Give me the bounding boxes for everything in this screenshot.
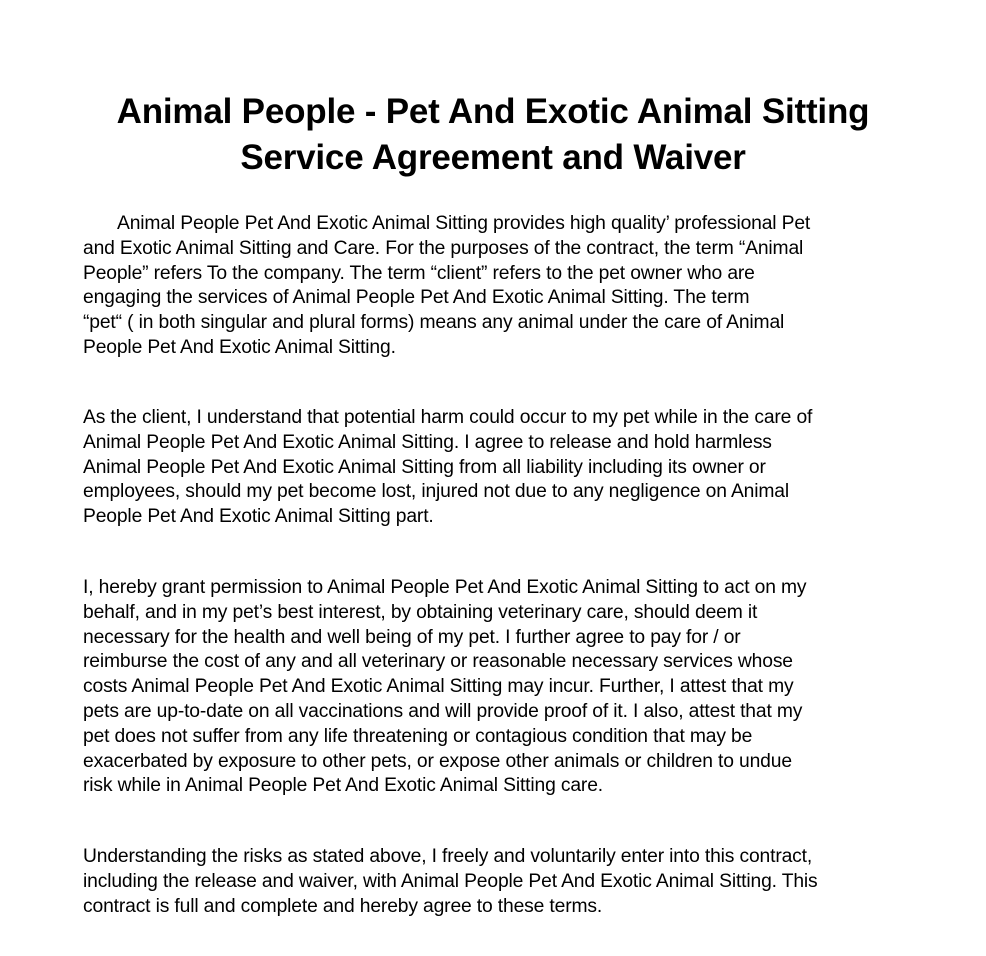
paragraph-line: pets are up-to-date on all vaccinations and will provide proof of it. I also, attest that my xyxy=(83,700,803,722)
paragraph-line: Animal People Pet And Exotic Animal Sitting from all liability including its owner or xyxy=(83,456,766,478)
paragraph-line: including the release and waiver, with Animal People Pet And Exotic Animal Sitting. This xyxy=(83,870,818,892)
paragraph-line: “pet“ ( in both singular and plural forms) means any animal under the care of Animal xyxy=(83,312,785,334)
title-line: Service Agreement and Waiver xyxy=(240,138,746,177)
title-line: Animal People - Pet And Exotic Animal Sitting xyxy=(116,92,870,131)
paragraph-line: engaging the services of Animal People Pet And Exotic Animal Sitting. The term xyxy=(83,287,750,309)
veterinary-paragraph xyxy=(83,576,913,799)
paragraph-line: costs Animal People Pet And Exotic Animal Sitting may incur. Further, I attest that my xyxy=(83,676,794,698)
paragraph-line: and Exotic Animal Sitting and Care. For the purposes of the contract, the term “Animal xyxy=(83,237,804,259)
paragraph-line: reimburse the cost of any and all veterinary or reasonable necessary services whose xyxy=(83,651,793,673)
liability-paragraph xyxy=(83,406,913,530)
paragraph-line: risk while in Animal People Pet And Exotic Animal Sitting care. xyxy=(83,775,603,797)
paragraph-line: People” refers To the company. The term “client” refers to the pet owner who are xyxy=(83,262,755,284)
paragraph-line: exacerbated by exposure to other pets, or expose other animals or children to undue xyxy=(83,750,792,772)
intro-paragraph xyxy=(83,212,913,361)
agreement-paragraph xyxy=(83,845,913,919)
paragraph-line: Animal People Pet And Exotic Animal Sitting provides high quality’ professional Pet xyxy=(117,213,811,234)
paragraph-line: I, hereby grant permission to Animal People Pet And Exotic Animal Sitting to act on my xyxy=(83,577,807,598)
paragraph-line: employees, should my pet become lost, injured not due to any negligence on Animal xyxy=(83,481,789,503)
paragraph-line: contract is full and complete and hereby agree to these terms. xyxy=(83,895,603,917)
paragraph-line: As the client, I understand that potential harm could occur to my pet while in the care of xyxy=(83,407,813,428)
paragraph-line: Animal People Pet And Exotic Animal Sitting. I agree to release and hold harmless xyxy=(83,431,772,453)
paragraph-line: behalf, and in my pet’s best interest, by obtaining veterinary care, should deem it xyxy=(83,601,758,623)
paragraph-line: People Pet And Exotic Animal Sitting. xyxy=(83,336,396,358)
paragraph-line: necessary for the health and well being of my pet. I further agree to pay for / or xyxy=(83,626,741,648)
paragraph-line: People Pet And Exotic Animal Sitting part. xyxy=(83,506,434,528)
document-title xyxy=(40,89,946,181)
paragraph-line: pet does not suffer from any life threatening or contagious condition that may be xyxy=(83,725,753,747)
paragraph-line: Understanding the risks as stated above, I freely and voluntarily enter into this contract, xyxy=(83,846,813,867)
